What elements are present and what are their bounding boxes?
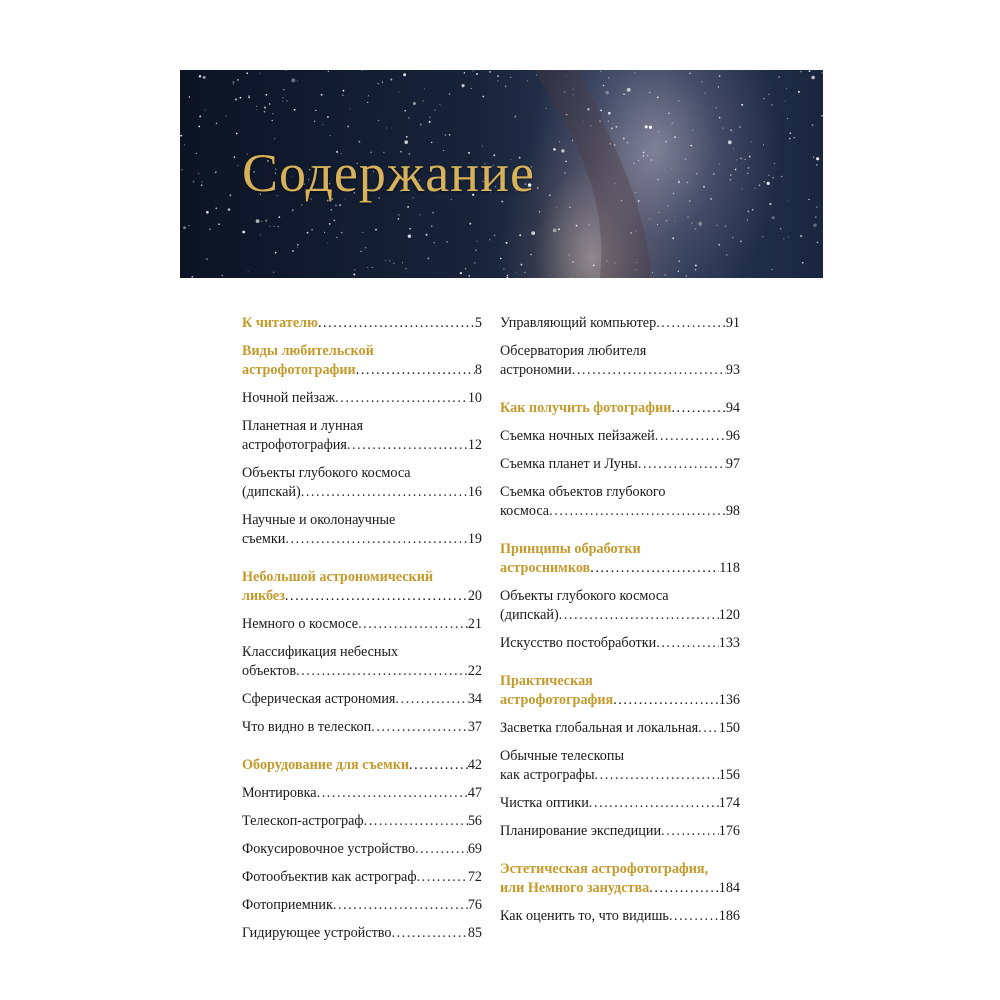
dot-leader <box>317 784 468 803</box>
dot-leader <box>613 691 719 710</box>
toc-page-number: 8 <box>474 362 482 378</box>
toc-entry-title-line: Съемка объектов глубокого <box>500 484 666 500</box>
toc-page-number: 69 <box>467 841 482 857</box>
toc-page-number: 12 <box>467 437 482 453</box>
toc-section-heading[interactable] <box>242 568 482 606</box>
toc-page-number: 42 <box>467 757 482 773</box>
toc-entry-title: Планирование экспедиции <box>500 823 662 839</box>
toc-entry-title-line: Классификация небесных <box>242 644 399 660</box>
dot-leader <box>661 822 719 841</box>
toc-entry-title: (дипскай) <box>242 484 301 500</box>
dot-leader <box>656 314 726 333</box>
toc-page-number: 120 <box>718 607 740 623</box>
toc-section-heading[interactable] <box>242 314 482 333</box>
toc-entry-title: Фотоприемник <box>242 897 333 913</box>
dot-leader <box>318 314 475 333</box>
toc-entry[interactable] <box>500 794 740 813</box>
toc-entry-title: Что видно в телескоп <box>242 719 372 735</box>
toc-entry[interactable] <box>242 464 482 502</box>
toc-section-heading[interactable] <box>500 860 740 898</box>
dot-leader <box>589 794 719 813</box>
toc-section-heading[interactable] <box>242 756 482 775</box>
toc-entry-title: Искусство постобработки <box>500 635 657 651</box>
toc-entry-title: Как получить фотографии <box>500 400 672 416</box>
toc-page-number: 133 <box>718 635 740 651</box>
toc-page-number: 136 <box>718 692 740 708</box>
toc-page-number: 98 <box>725 503 740 519</box>
dot-leader <box>409 756 468 775</box>
toc-entry-title: съемки <box>242 531 286 547</box>
toc-entry[interactable] <box>500 587 740 625</box>
toc-entry[interactable] <box>242 812 482 831</box>
toc-entry-title-line: Эстетическая астрофотография, <box>500 861 709 877</box>
toc-page-number: 85 <box>467 925 482 941</box>
toc-entry-title: Съемка ночных пейзажей <box>500 428 655 444</box>
toc-entry[interactable] <box>242 718 482 737</box>
toc-section-heading[interactable] <box>242 342 482 380</box>
toc-page-number: 118 <box>719 560 740 576</box>
toc-entry[interactable] <box>500 455 740 474</box>
toc-entry[interactable] <box>500 719 740 738</box>
dot-leader <box>358 615 468 634</box>
milky-way-banner <box>180 70 823 278</box>
toc-entry-title-line: Научные и околонаучные <box>242 512 396 528</box>
toc-entry-title-line: Небольшой астрономический <box>242 569 434 585</box>
toc-entry-title: ликбез <box>242 588 285 604</box>
toc-entry-title: Сферическая астрономия <box>242 691 396 707</box>
toc-page-number: 156 <box>718 767 740 783</box>
toc-entry-title: Съемка планет и Луны <box>500 456 638 472</box>
toc-entry-title: Немного о космосе <box>242 616 359 632</box>
toc-entry-title: Монтировка <box>242 785 317 801</box>
dot-leader <box>285 587 468 606</box>
dot-leader <box>559 606 719 625</box>
toc-page-number: 96 <box>725 428 740 444</box>
toc-entry-title: астрофотография <box>500 692 614 708</box>
toc-entry[interactable] <box>242 784 482 803</box>
toc-entry[interactable] <box>500 342 740 380</box>
dot-leader <box>296 662 468 681</box>
toc-page-number: 22 <box>467 663 482 679</box>
toc-page-number: 19 <box>467 531 482 547</box>
toc-page-number: 47 <box>467 785 482 801</box>
toc-column-right <box>500 314 740 926</box>
toc-entry-title-line: Объекты глубокого космоса <box>500 588 669 604</box>
toc-entry-title: Как оценить то, что видишь <box>500 908 669 924</box>
toc-column-left <box>242 314 482 943</box>
toc-entry[interactable] <box>500 483 740 521</box>
toc-entry-title: (дипскай) <box>500 607 559 623</box>
toc-entry[interactable] <box>242 615 482 634</box>
toc-entry[interactable] <box>242 417 482 455</box>
dot-leader <box>698 719 719 738</box>
toc-entry-title: или Немного занудства <box>500 880 650 896</box>
toc-entry[interactable] <box>500 427 740 446</box>
toc-entry-title: космоса <box>500 503 550 519</box>
toc-page-number: 94 <box>725 400 740 416</box>
dot-leader <box>364 812 468 831</box>
toc-entry-title: как астрографы <box>500 767 595 783</box>
toc-section-heading[interactable] <box>500 399 740 418</box>
toc-entry-title: К читателю <box>242 315 318 331</box>
toc-page-number: 20 <box>467 588 482 604</box>
toc-entry-title: Оборудование для съемки <box>242 757 410 773</box>
toc-section-heading[interactable] <box>500 672 740 710</box>
toc-entry-title-line: Обычные телескопы <box>500 748 625 764</box>
toc-page-number: 174 <box>718 795 740 811</box>
toc-entry-title-line: Практическая <box>500 673 593 689</box>
toc-page-number: 176 <box>718 823 740 839</box>
dot-leader <box>285 530 467 549</box>
dot-leader <box>671 399 725 418</box>
toc-page-number: 5 <box>474 315 482 331</box>
toc-entry[interactable] <box>242 840 482 859</box>
dot-leader <box>656 634 718 653</box>
toc-entry-title: Гидирующее устройство <box>242 925 392 941</box>
toc-page-number: 93 <box>725 362 740 378</box>
toc-entry-title: Управляющий компьютер <box>500 315 657 331</box>
toc-page-number: 97 <box>725 456 740 472</box>
toc-page-number: 34 <box>467 691 482 707</box>
dot-leader <box>347 436 468 455</box>
toc-entry-title: Фотообъектив как астрограф <box>242 869 417 885</box>
toc-entry-title-line: Обсерватория любителя <box>500 343 647 359</box>
toc-page-number: 91 <box>725 315 740 331</box>
toc-page-number: 150 <box>718 720 740 736</box>
toc-entry[interactable] <box>500 314 740 333</box>
dot-leader <box>655 427 726 446</box>
toc-page-number: 10 <box>467 390 482 406</box>
dot-leader <box>395 690 467 709</box>
toc-entry-title-line: Планетная и лунная <box>242 418 363 434</box>
toc-entry-title: астроснимков <box>500 560 591 576</box>
toc-entry[interactable] <box>242 389 482 408</box>
toc-entry[interactable] <box>242 896 482 915</box>
dot-leader <box>415 840 468 859</box>
toc-entry-title: астрономии <box>500 362 572 378</box>
toc-entry[interactable] <box>242 690 482 709</box>
toc-entry[interactable] <box>242 643 482 681</box>
toc-entry-title: астрофотография <box>242 437 347 453</box>
toc-entry[interactable] <box>500 634 740 653</box>
toc-entry[interactable] <box>242 511 482 549</box>
toc-entry-title: Фокусировочное устройство <box>242 841 416 857</box>
toc-entry-title-line: Виды любительской <box>242 343 374 359</box>
dot-leader <box>572 361 726 380</box>
toc-entry-title: Ночной пейзаж <box>242 390 336 406</box>
dot-leader <box>335 389 468 408</box>
toc-entry-title: Чистка оптики <box>500 795 589 811</box>
toc-page-number: 72 <box>467 869 482 885</box>
toc-entry[interactable] <box>500 747 740 785</box>
toc-entry[interactable] <box>500 907 740 926</box>
dot-leader <box>391 924 467 943</box>
dot-leader <box>417 868 468 887</box>
toc-page-number: 186 <box>718 908 740 924</box>
dot-leader <box>649 879 719 898</box>
dot-leader <box>333 896 468 915</box>
dot-leader <box>590 559 719 578</box>
toc-entry-title-line: Принципы обработки <box>500 541 641 557</box>
toc-entry-title-line: Объекты глубокого космоса <box>242 465 411 481</box>
dot-leader <box>595 766 719 785</box>
toc-entry-title: объектов <box>242 663 297 679</box>
dot-leader <box>638 455 726 474</box>
toc-page-number: 37 <box>467 719 482 735</box>
dot-leader <box>371 718 468 737</box>
dot-leader <box>301 483 468 502</box>
toc-entry-title: астрофотографии <box>242 362 356 378</box>
dot-leader <box>549 502 726 521</box>
toc-entry-title: Телескоп-астрограф <box>242 813 364 829</box>
toc-page-number: 16 <box>467 484 482 500</box>
toc-entry[interactable] <box>242 868 482 887</box>
page-title: Содержание <box>242 143 535 203</box>
toc-entry[interactable] <box>242 924 482 943</box>
toc-page-number: 76 <box>467 897 482 913</box>
toc-entry[interactable] <box>500 822 740 841</box>
dot-leader <box>356 361 475 380</box>
toc-section-heading[interactable] <box>500 540 740 578</box>
toc-page-number: 184 <box>718 880 740 896</box>
dot-leader <box>669 907 719 926</box>
toc-page-number: 21 <box>467 616 482 632</box>
toc-entry-title: Засветка глобальная и локальная <box>500 720 699 736</box>
toc-page-number: 56 <box>467 813 482 829</box>
